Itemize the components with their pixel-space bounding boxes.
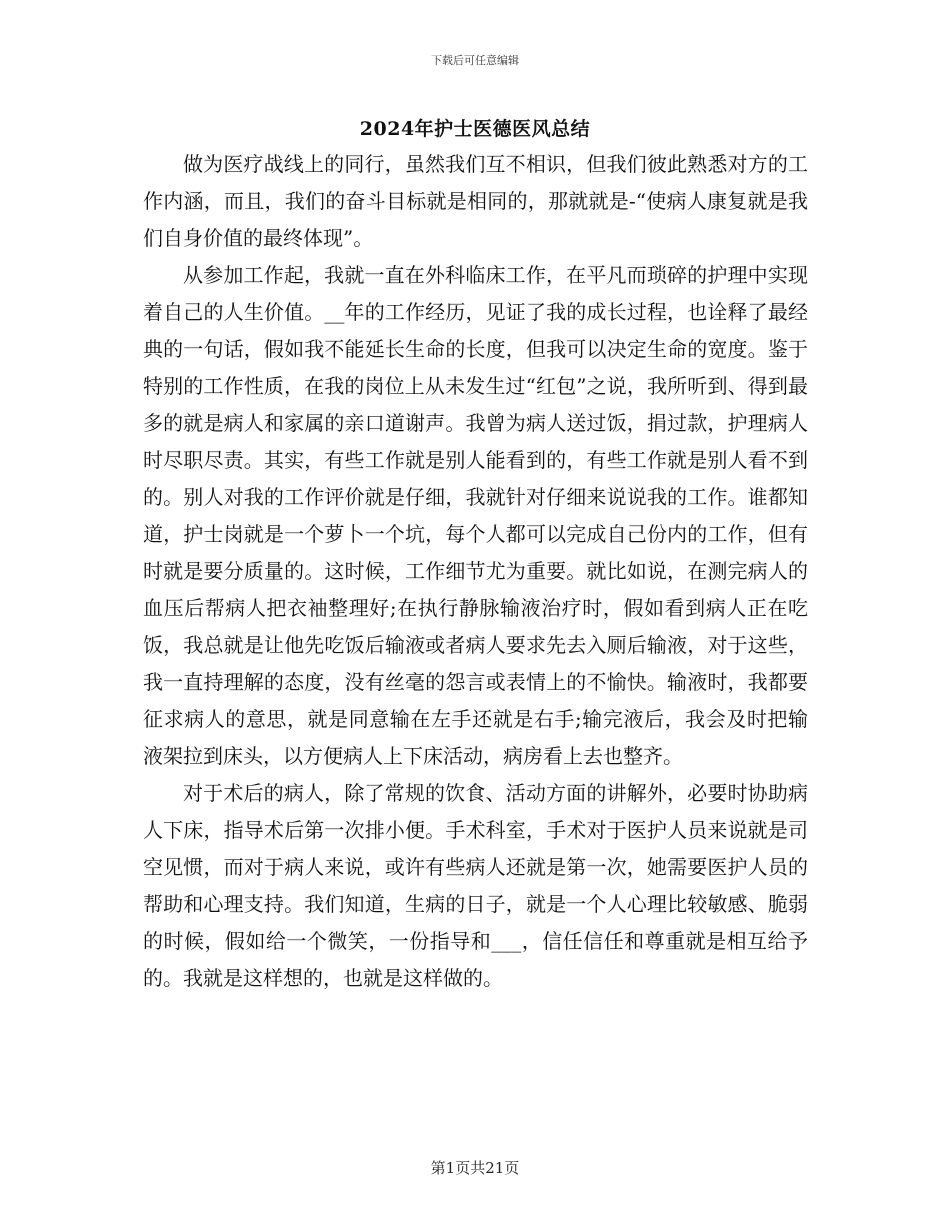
document-body <box>143 146 808 997</box>
paragraph-2: 从参加工作起，我就一直在外科临床工作，在平凡而琐碎的护理中实现着自己的人生价值。__年的工作经历，见证了我的成长过程，也诠释了最经典的一句话，假如我不能延长生命的长度，但我可以决定生命的宽度。鉴于特别的工作性质，在我的岗位上从未发生过“红包”之说，我所听到、得到最多的就是病人和家属的亲口道谢声。我曾为病人送过饭，捐过款，护理病人时尽职尽责。其实，有些工作就是别人能看到的，有些工作就是别人看不到的。别人对我的工作评价就是仔细，我就针对仔细来说说我的工作。谁都知道，护士岗就是一个萝卜一个坑，每个人都可以完成自己份内的工作，但有时就是要分质量的。这时候，工作细节尤为重要。就比如说，在测完病人的血压后帮病人把衣袖整理好;在执行静脉输液治疗时，假如看到病人正在吃饭，我总就是让他先吃饭后输液或者病人要求先去入厕后输液，对于这些，我一直持理解的态度，没有丝毫的怨言或表情上的不愉快。输液时，我都要征求病人的意思，就是同意输在左手还就是右手;输完液后，我会及时把输液架拉到床头，以方便病人上下床活动，病房看上去也整齐。 <box>143 263 808 768</box>
document-title: 2024年护士医德医风总结 <box>359 118 591 140</box>
paragraph-3: 对于术后的病人，除了常规的饮食、活动方面的讲解外，必要时协助病人下床，指导术后第一次排小便。手术科室，手术对于医护人员来说就是司空见惯，而对于病人来说，或许有些病人还就是第一次，她需要医护人员的帮助和心理支持。我们知道，生病的日子，就是一个人心理比较敏感、脆弱的时候，假如给一个微笑，一份指导和___，信任信任和尊重就是相互给予的。我就是这样想的，也就是这样做的。 <box>143 781 808 990</box>
paragraph-1: 做为医疗战线上的同行，虽然我们互不相识，但我们彼此熟悉对方的工作内涵，而且，我们的奋斗目标就是相同的，那就就是-“使病人康复就是我们自身价值的最终体现”。 <box>143 152 808 250</box>
page-number: 第1页共21页 <box>430 1159 520 1177</box>
page-header-note: 下载后可任意编辑 <box>431 54 519 67</box>
